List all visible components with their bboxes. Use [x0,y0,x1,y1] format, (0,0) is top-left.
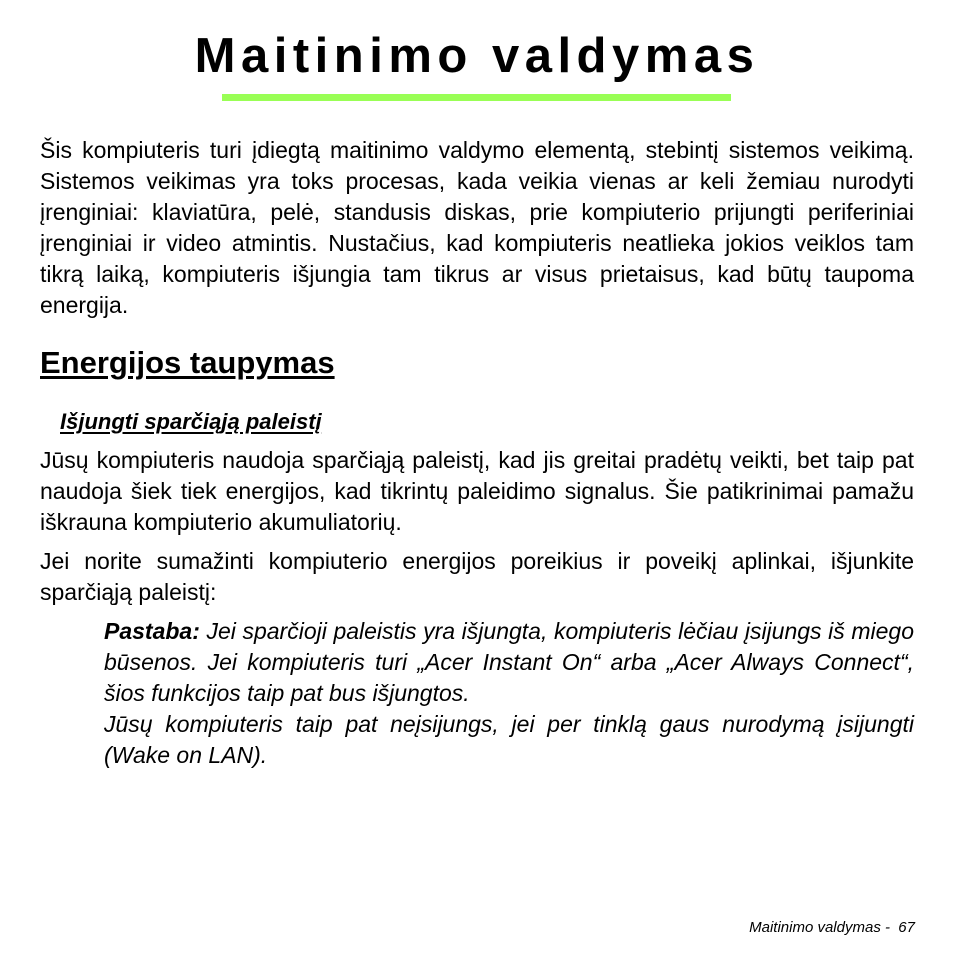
page-footer: Maitinimo valdymas - 67 [749,919,915,936]
intro-paragraph: Šis kompiuteris turi įdiegtą maitinimo valdymo elementą, stebintį sistemos veikimą. Sistemos veikimas yra toks procesas, kada veikia vienas ar keli žemiau nurodyti įrenginiai: klaviatūra, pelė, standusis diskas, prie kompiuterio prijungti periferiniai įrenginiai ir video atmintis. Nustačius, kad kompiuteris neatlieka jokios veiklos tam tikrą laiką, kompiuteris išjungia tam tikrus ar visus prietaisus, kad būtų taupoma energija. [40,137,914,318]
note-label: Pastaba: [104,618,200,644]
subheading: Išjungti sparčiąją paleistį [60,409,322,434]
section-paragraph-1: Jūsų kompiuteris naudoja sparčiąją paleistį, kad jis greitai pradėtų veikti, bet taip pat naudoja šiek tiek energijos, kad tikrintų paleidimo signalus. Šie patikrinimai pamažu iškrauna kompiuterio akumuliatorių. [40,447,914,535]
note-paragraph-1 [104,616,914,709]
section-heading: Energijos taupymas [40,345,335,380]
note-block [104,616,914,771]
note-text-1: Jei sparčioji paleistis yra išjungta, kompiuteris lėčiau įsijungs iš miego būsenos. Jei kompiuteris turi „Acer Instant On“ arba „Acer Always Connect“, šios funkcijos taip pat bus išjungtos. [104,618,914,706]
title-underline-bar [222,94,731,101]
note-paragraph-2: Jūsų kompiuteris taip pat neįsijungs, jei per tinklą gaus nurodymą įsijungti (Wake on LAN). [104,711,914,768]
section-paragraph-2: Jei norite sumažinti kompiuterio energijos poreikius ir poveikį aplinkai, išjunkite sparčiąją paleistį: [40,548,914,605]
page-title: Maitinimo valdymas [194,29,760,83]
